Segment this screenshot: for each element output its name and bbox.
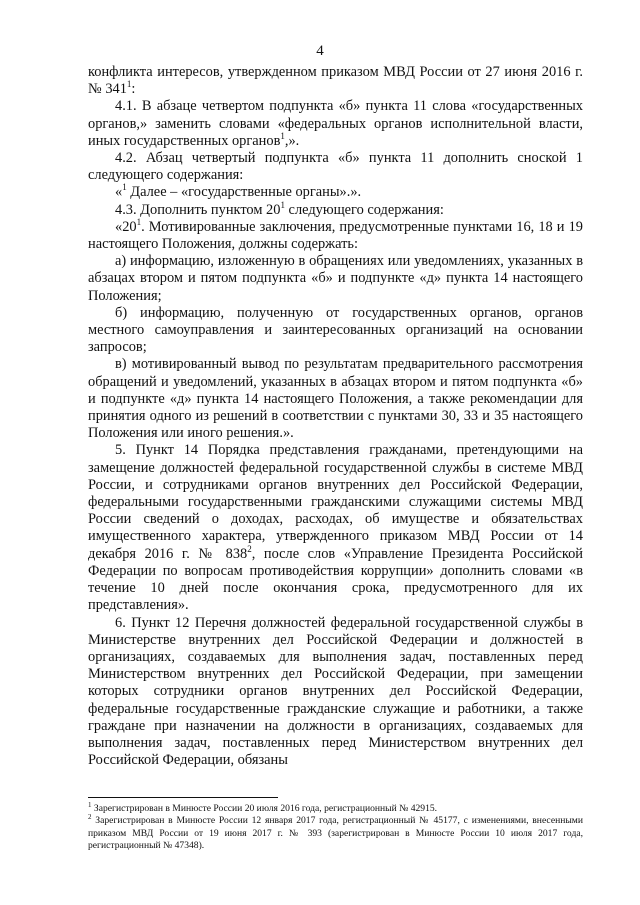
paragraph-footnote-text: «$^1$ Далее – «государственные органы».». [115, 182, 362, 201]
paragraph-4-3: 4.3. Дополнить пунктом $20^1$ следующего содержания: [115, 199, 444, 218]
paragraph-5: 5. Пункт 14 Порядка представления гражданами, претендующими на замещение должностей федеральной государственной службы в системе МВД России, и сотрудниками органов внутренних дел Российской Федерации, федеральными государственными гражданскими служащими системы МВД России сведений о доходах, расходах, об имуществе и обязательствах имущественного характера, утвержденного приказом МВД России от 14 декабря 2016 г. № $838^2$, после слов «Управление Президента Российской Федерации по вопросам противодействия коррупции» дополнить словами «в течение 10 дней после окончания срока, предусмотренного для их представления». [88, 442, 583, 614]
paragraph-6: 6. Пункт 12 Перечня должностей федеральной государственной службы в Министерстве внутренних дел Российской Федерации и должностей в организациях, создаваемых для выполнения задач, поставленных перед Министерством внутренних дел Российской Федерации, при замещении которых сотрудники органов внутренних дел Российской Федерации, федеральные государственные гражданские служащие и работники, а также граждане при назначении на должности в организациях, создаваемых для выполнения задач, поставленных перед Министерством внутренних дел Российской Федерации, обязаны [88, 614, 583, 769]
footnote-ref: 1 [122, 182, 127, 193]
paragraph-4-1: 4.1. В абзаце четвертом подпункта «б» пункта 11 слова «государственных органов,» заменить словами «федеральных органов исполнительной власти, иных государственных органов$^1$,». [88, 98, 583, 149]
paragraph-20-1: «$20^1$. Мотивированные заключения, предусмотренные пунктами 16, 18 и 19 настоящего Положения, должны содержать: [88, 217, 583, 253]
document-body [88, 64, 583, 769]
footnote-ref: 1 [280, 131, 285, 142]
footnote-ref: 1 [280, 199, 285, 210]
footnote-ref: 2 [247, 543, 252, 554]
footnote-separator [88, 797, 278, 798]
paragraph-item-b: б) информацию, полученную от государственных органов, органов местного самоуправления и заинтересованных организаций на основании запросов; [88, 304, 583, 356]
footnotes [88, 800, 583, 853]
footnote-ref: 1 [126, 79, 132, 90]
footnote-1: $^1$ Зарегистрирован в Минюсте России 20 июля 2016 года, регистрационный № 42915. [88, 800, 438, 814]
page-number: 4 [316, 43, 324, 59]
paragraph-4-2: 4.2. Абзац четвертый подпункта «б» пункта 11 дополнить сноской 1 следующего содержания: [88, 150, 583, 184]
paragraph-item-v: в) мотивированный вывод по результатам предварительного рассмотрения обращений и уведомлений, указанных в абзацах втором и пятом подпункта «б» и подпункте «д» пункта 14 настоящего Положения, а также рекомендации для принятия одного из решений в соответствии с пунктами 30, 33 и 35 настоящего Положения или иного решения.». [88, 356, 583, 442]
paragraph-continuation: конфликта интересов, утвержденном приказом МВД России от 27 июня 2016 г. № $341^1$: [88, 64, 583, 98]
paragraph-item-a: а) информацию, изложенную в обращениях или уведомлениях, указанных в абзацах втором и пятом подпункта «б» и подпункте «д» пункта 14 настоящего Положения; [88, 253, 583, 304]
footnote-ref: 1 [136, 217, 142, 228]
footnote-2: $^2$ Зарегистрирован в Минюсте России 12 января 2017 года, регистрационный № 45177, с изменениями, внесенными приказом МВД России от 19 июня 2017 г. № 393 (зарегистрирован в Минюсте России 10 июля 2017 года, регистрационный № 47348). [88, 813, 583, 852]
